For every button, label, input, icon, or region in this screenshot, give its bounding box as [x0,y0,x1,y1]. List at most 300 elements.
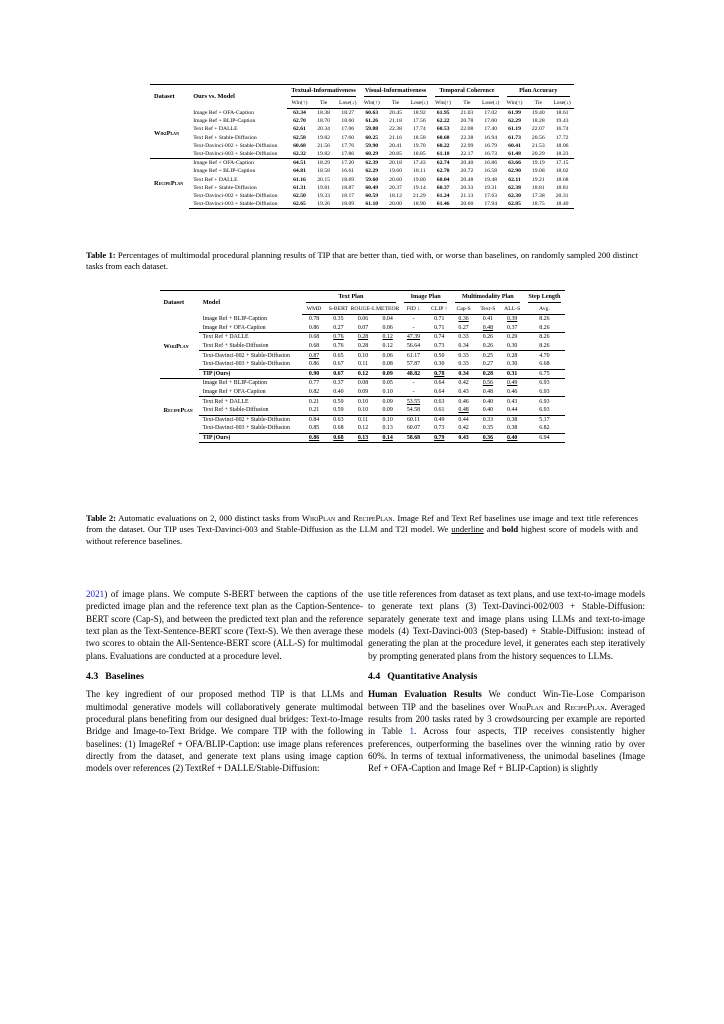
table-2-cell: 0.33 [451,333,475,342]
table-2-cell: 0.29 [500,333,524,342]
table-2-cell: 6.93 [539,407,550,414]
table-2-cell: 0.50 [427,351,451,360]
table-2-cell: 0.86 [308,361,320,368]
table-row [160,397,565,406]
table-1-cell: 61.73 [508,134,521,141]
table-row [150,117,574,125]
table-2-cell: 8.26 [524,333,564,342]
table-1-cell: 20.34 [317,126,330,133]
table-2-cell: 0.12 [382,343,393,350]
table-2-subheader-1: S-BERT [326,304,350,315]
table-1-cell: 62.58 [293,134,306,141]
table-2-cell: 0.09 [376,397,400,406]
table-2-cell: 0.87 [302,351,326,360]
table-2-model-label: Image Ref + BLIP-Caption [199,379,302,388]
table-2-caption-dataset-2: RecipePlan [353,513,393,523]
table-2-cell: 53.55 [400,397,427,406]
table-2-cell: 6.68 [539,361,550,368]
table-2-cell: 0.09 [357,389,369,396]
table-1-cell: 60.59 [365,192,379,199]
table-1-cell: 16.94 [484,134,498,141]
table-1-cell: 20.56 [531,134,545,141]
table-2-model-label: Text-Davinci-003 + Stable-Diffusion [202,425,290,432]
table-1-cell: 22.17 [460,151,474,158]
table-2-cell: 0.28 [500,351,524,360]
table-row [160,433,565,443]
table-2-caption-underline-word: underline [451,524,484,535]
spacer [368,662,645,671]
table-2-header-group-0: Text Plan [302,291,400,305]
table-1-cell: 18.28 [531,118,545,125]
table-2-cell: 0.06 [357,316,369,323]
table-2-cell: 0.27 [482,361,494,368]
table-1-subheader-2-2: Lose(↓) [479,98,503,109]
table-1-cell: 18.81 [531,184,545,191]
table-2-cell: 0.08 [351,379,376,388]
table-1-cell: 60.53 [436,126,450,133]
table-1-cell: 59.88 [365,126,379,133]
table-2-caption-part5: highest score of models with and without reference baselines. [86,524,638,546]
table-2-cell: 6.93 [524,397,564,406]
table-2-subheader-9: Avg. [524,304,564,315]
table-2-cell: 0.71 [434,324,445,331]
table-1-subheader-0-1: Tie [312,98,336,109]
table-row [160,388,565,397]
left-paragraph-1 [86,588,363,662]
table-1-subheader-0-0: Win(↑) [287,98,311,109]
table-2-cell: 0.05 [376,379,400,388]
table-1-subheader-1-0: Win(↑) [360,98,384,109]
table-1-cell: 63.66 [503,159,527,168]
table-2-cell: 0.84 [302,415,326,424]
section-heading-4-4 [368,671,645,683]
table-row [150,125,574,133]
table-1-cell: 17.02 [484,110,498,117]
table-1-header-dataset: Dataset [150,85,189,109]
table-1-cell: 18.90 [407,200,431,209]
table-row [150,200,574,209]
table-1-cell: 22.38 [389,126,402,133]
table-row [160,415,565,424]
table-1-cell: 17.76 [341,142,355,149]
table-1-cell: 19.60 [389,168,402,175]
table-1-cell: 22.08 [460,126,474,133]
table-2-cell: 60.11 [400,415,427,424]
table-1-cell: 60.41 [508,142,521,149]
table-1-cell: 19.70 [412,142,426,149]
table-1-cell: 20.85 [389,151,402,158]
table-1-cell: 61.48 [508,151,521,158]
right-paragraph-2-c: . Averaged results from 200 tasks rated by 3 crowdsourcing per example are reported in Table [368,701,645,737]
table-1-cell: 62.70 [436,168,450,175]
table-2-cell: 0.09 [382,407,393,414]
table-1-cell: 62.70 [293,118,306,125]
table-1-cell: 62.61 [293,126,306,133]
table-1-cell: 20.15 [317,176,330,183]
table-2-cell: 8.26 [539,324,550,331]
table-2-cell: 0.68 [302,333,326,342]
table-1-cell: 60.68 [436,134,450,141]
table-2-cell: 0.63 [427,397,451,406]
table-1-cell: 18.40 [550,200,574,209]
table-2-cell: 0.14 [376,433,400,443]
section-heading-4-3 [86,671,363,683]
table-2-cell: 0.10 [376,415,400,424]
table-row [150,176,574,184]
table-2-header-group-3: Step Length [524,291,564,305]
table-2-cell: 0.27 [458,324,469,331]
table-1-cell: 61.19 [508,126,521,133]
table-1-caption-text: Percentages of multimodal procedural planning results of TIP that are better than, tied with, or worse than baselines, on randomly sampled 200 distinct tasks from each dataset. [86,250,639,272]
table-1-cell: 17.72 [555,134,569,141]
table-1-cell: 19.82 [317,151,330,158]
table-1-cell: 20.18 [384,159,408,168]
table-1-cell: 20.60 [389,176,402,183]
table-1-cell: 19.21 [531,176,545,183]
left-paragraph-2: The key ingredient of our proposed method TIP is that LLMs and multimodal generative models will collaboratively generate multimodal procedural plans benefiting from our designed dual bridges: Text-to-Image Bridge and Image-to-Text Bridge. We compare TIP with the following baselines: (1) ImageRef + OFA/BLIP-Caption: use image plans references directly from the dataset, and generate text plans using image caption models over references (2) TextRef + DALLE/Stable-Diffusion: [86,689,363,774]
table-1-dataset-label: RecipePlan [150,159,189,209]
table-1-cell: 17.43 [407,159,431,168]
table-row [160,342,565,351]
table-1-cell: 62.11 [508,176,521,183]
table-2-header-row-groups [160,291,565,305]
table-row [150,159,574,168]
table-2-head [160,291,565,315]
table-1-cell: 61.24 [436,192,450,199]
section-title-4-4: Quantitative Analysis [387,671,478,683]
table-2-cell: 0.77 [302,379,326,388]
table-1-model-label: Text Ref + DALLE [193,126,238,133]
table-1-header-group-1: Visual-Informativeness [360,85,431,99]
table-1-cell: 18.68 [555,176,569,183]
table-2-cell: 0.48 [482,324,494,331]
table-2-cell: 0.40 [482,407,494,414]
table-2-cell: 0.38 [500,415,524,424]
table-2-cell: 0.33 [458,361,469,368]
table-row [160,360,565,369]
table-2-cell: 0.13 [351,433,376,443]
table-2-cell: 0.56 [476,379,500,388]
table-2-model-label: Text-Davinci-002 + Stable-Diffusion [199,351,302,360]
table-2-subheader-0: WMD [302,304,326,315]
table-reference-link-1[interactable]: 1 [409,726,414,737]
table-1-cell: 19.08 [531,168,545,175]
table-1-cell: 18.70 [317,118,330,125]
table-2-cell: 0.36 [458,316,469,323]
table-1-cell: 60.63 [365,110,379,117]
table-1-cell: 17.38 [531,192,545,199]
table-2-caption [86,513,638,547]
table-1-cell: 18.81 [555,184,569,191]
table-2-cell: 57.87 [406,361,421,368]
table-1-subheader-1-2: Lose(↓) [407,98,431,109]
table-2-cell: 0.59 [326,397,350,406]
body-column-left [86,588,363,775]
table-1-cell: 60.04 [436,176,450,183]
table-2-cell: 58.68 [400,433,427,443]
table-1-cell: 20.48 [460,176,474,183]
table-row [150,184,574,192]
table-1-cell: 21.29 [412,192,426,199]
table-2-container [0,290,724,443]
table-1-cell: 20.33 [460,184,474,191]
table-1-cell: 18.17 [341,192,355,199]
table-2-cell: 0.09 [376,369,400,379]
table-1-cell: 62.29 [365,168,379,175]
table-1-container [0,84,724,209]
table-2-cell: 0.85 [308,425,320,432]
table-2-cell: 60.07 [406,425,421,432]
table-1-cell: 17.74 [412,126,426,133]
table-1-cell: 18.12 [389,192,402,199]
table-2-cell: 0.08 [382,361,393,368]
table-1-cell: 61.10 [360,200,384,209]
table-1-model-label: Text Ref + Stable-Diffusion [193,184,257,191]
table-1-cell: 18.58 [317,168,330,175]
table-2-cell: 0.13 [382,425,393,432]
table-2-subheader-6: Cap-S [451,304,475,315]
table-2-cell: 0.12 [351,369,376,379]
table-2-model-label: Image Ref + OFA-Caption [202,324,266,331]
table-1-cell: 17.00 [484,118,498,125]
table-1-cell: 19.43 [555,118,569,125]
table-1-body [150,109,574,209]
table-2-cell: 0.48 [458,407,469,414]
left-paragraph-1-text: ) of image plans. We compute S-BERT between the captions of the predicted image plan and the reference text plan as the Caption-Sentence-BERT score (Cap-S), and between the predicted text plan and the reference text plan as the Text-Sentence-BERT score (Text-S). We then average these two scores to obtain the All-Sentence-BERT score (ALL-S) for multimodal plans. Evaluations are conducted at a procedure level. [86,589,363,661]
table-1-subheader-2-1: Tie [455,98,479,109]
table-2-cell: 0.04 [382,316,393,323]
table-2-caption-part4: and [483,524,502,535]
table-1-cell: 16.73 [484,151,498,158]
table-2-cell: 0.42 [458,425,469,432]
table-2-cell: 0.40 [476,397,500,406]
table-1-cell: 62.74 [431,159,455,168]
table-1-subheader-3-0: Win(↑) [503,98,527,109]
table-1-cell: 59.60 [365,176,379,183]
section-title-4-3: Baselines [105,671,144,683]
table-1-cell: 62.50 [293,192,306,199]
table-2-cell: 6.75 [524,369,564,379]
table-1-cell: 21.53 [531,142,545,149]
table-1-cell: 18.87 [341,184,355,191]
table-row [160,379,565,388]
table-2-cell: 0.35 [482,425,494,432]
table-2-cell: 0.07 [357,324,369,331]
table-2-cell: 0.46 [451,397,475,406]
table-2-model-label: TIP (Ours) [199,369,302,379]
table-2-cell: 0.73 [434,425,445,432]
table-1-cell: 60.37 [436,184,450,191]
table-1-cell: 19.80 [412,176,426,183]
table-1-cell: 16.86 [479,159,503,168]
table-2-cell: 0.71 [434,316,445,323]
table-2-cell: 0.49 [500,379,524,388]
table-2-cell: 0.31 [500,369,524,379]
table-2-subheader-8: ALL-S [500,304,524,315]
table-2-cell: 0.06 [376,351,400,360]
table-2-dataset-label: WikiPlan [163,342,189,350]
table-1-cell: 61.10 [436,151,450,158]
table-2-cell: 0.10 [382,389,393,396]
table-2-cell: 48.82 [400,369,427,379]
table-1-cell: 18.27 [341,110,355,117]
table-1-cell: 60.25 [365,134,379,141]
table-1-cell: 17.40 [484,126,498,133]
table-2-cell: 0.74 [427,333,451,342]
table-2-cell: 0.59 [333,407,344,414]
table-2-cell: 0.26 [476,333,500,342]
table-2-header-group-2: Multimodality Plan [451,291,524,305]
table-1-cell: 18.60 [341,118,355,125]
table-2-subheader-2: ROUGE-L [351,304,376,315]
table-2-cell: 0.61 [434,407,445,414]
table-2-cell: 0.38 [507,425,518,432]
table-2-cell: 0.11 [357,361,369,368]
table-2-cell: 0.12 [357,425,369,432]
table-2-cell: 0.33 [451,351,475,360]
table-2-cell: 0.76 [326,333,350,342]
table-2-cell: 0.79 [427,433,451,443]
table-2-cell: 8.26 [539,316,550,323]
table-2-model-label: Text Ref + DALLE [199,397,302,406]
table-2-cell: 0.43 [451,433,475,443]
table-2-cell: 0.67 [333,361,344,368]
table-1-cell: 18.02 [555,168,569,175]
body-column-right [368,588,645,775]
table-1-cell: 62.38 [508,184,521,191]
table-1-cell: 20.41 [389,142,402,149]
table-2-model-label: Text Ref + Stable-Diffusion [202,343,269,350]
table-2-cell: 8.26 [539,343,550,350]
table-1-cell: 64.81 [293,168,306,175]
table-1-cell: 17.15 [550,159,574,168]
table-1-cell: 62.90 [508,168,521,175]
table-1-cell: 22.38 [460,134,474,141]
table-2-cell: 0.48 [482,389,494,396]
table-2-cell: 0.11 [351,415,376,424]
table-1-cell: 21.03 [460,110,474,117]
table-2-cell: 0.10 [357,407,369,414]
table-row [160,369,565,379]
table-2-subheader-3: METEOR [376,304,400,315]
table-1-model-label: Text-Davinci-002 + Stable-Diffusion [193,192,278,199]
table-1-cell: 61.16 [293,176,306,183]
table-2-header-group-1: Image Plan [400,291,452,305]
table-1-cell: 21.56 [317,142,330,149]
table-1-header-group-0: Textual-Informativeness [287,85,359,99]
table-2-cell: 0.40 [333,389,344,396]
table-2-model-label: TIP (Ours) [199,433,302,443]
table-1-head [150,85,574,109]
table-2-cell: 0.33 [476,415,500,424]
table-2-cell: 0.73 [434,343,445,350]
table-1-cell: 20.72 [460,168,474,175]
table-1-cell: 17.63 [484,192,498,199]
table-1-cell: 16.79 [484,142,498,149]
table-2-cell: 6.94 [524,433,564,443]
table-1-model-label: Text Ref + Stable-Diffusion [193,134,257,141]
table-1-cell: 20.60 [455,200,479,209]
table-1-cell: 61.95 [436,110,450,117]
table-1-cell: 18.92 [412,110,426,117]
table-1-cell: 19.19 [526,159,550,168]
right-paragraph-2 [368,688,645,774]
table-2-cell: 0.68 [326,433,350,443]
table-1-cell: 19.31 [484,184,498,191]
table-2-model-label: Text Ref + DALLE [199,333,302,342]
table-1-cell: 18.58 [412,134,426,141]
table-2-cell: 0.42 [451,379,475,388]
table-1-header-group-3: Plan Accuracy [503,85,574,99]
table-1-header-model: Ours vs. Model [189,85,287,109]
table-2-cell: - [412,324,415,331]
table-1-cell: 62.39 [360,159,384,168]
table-2-cell: 0.30 [434,361,445,368]
table-2-model-label: Text-Davinci-002 + Stable-Diffusion [199,415,302,424]
runin-heading-human-evaluation: Human Evaluation Results [368,689,482,700]
right-paragraph-2-d: . Across four aspects, TIP receives consistently higher preferences, outperforming the baselines over the winning ratio by over 60%. In terms of textual informativeness, the unimodal baselines (Image Ref + OFA-Caption and Image Ref + BLIP-Caption) is slightly [368,726,645,774]
table-1-cell: 18.09 [336,200,360,209]
table-1-cell: 18.85 [412,151,426,158]
table-1-cell: 19.40 [531,110,545,117]
table-1-cell: 18.75 [526,200,550,209]
table-1-cell: 20.37 [389,184,402,191]
table-2-cell: 0.40 [500,433,524,443]
table-1-cell: 60.29 [365,151,379,158]
table-1-cell: 61.31 [293,184,306,191]
table-1-model-label: Image Ref + BLIP-Caption [193,118,256,125]
table-1-caption-label: Table 1: [86,250,116,260]
table-1-cell: 22.99 [460,142,474,149]
table-1-cell: 17.94 [479,200,503,209]
table-1-cell: 62.65 [287,200,311,209]
table-1-cell: 18.38 [317,110,330,117]
table-1-cell: 61.99 [508,110,521,117]
table-1-header-row-groups [150,85,574,99]
table-row [150,109,574,118]
table-1-cell: 18.11 [413,168,426,175]
table-2-cell: 5.17 [524,415,564,424]
table-1-subheader-2-0: Win(↑) [431,98,455,109]
table-1-cell: 62.32 [293,151,306,158]
table-1-cell: 20.45 [389,110,402,117]
table-1-cell: 63.34 [293,110,306,117]
table-2-cell: 54.58 [406,407,421,414]
table-2-cell: 0.90 [302,369,326,379]
table-2-cell: 0.43 [500,397,524,406]
citation-link-2021[interactable]: 2021 [86,589,105,599]
table-2-cell: 0.10 [351,397,376,406]
table-2-cell: 0.26 [482,343,494,350]
table-2-cell: - [412,316,415,323]
table-1-model-label: Text-Davinci-003 + Stable-Diffusion [193,151,278,158]
table-1-cell: 64.51 [287,159,311,168]
table-2-cell: 61.17 [400,351,427,360]
table-2-cell: 6.93 [539,389,550,396]
table-2-cell: 0.34 [451,369,475,379]
table-2-cell: 0.78 [308,316,320,323]
table-1-cell: 62.30 [508,192,521,199]
table-row [150,167,574,175]
section-number-4-4: 4.4 [368,671,381,683]
table-2-cell: 0.37 [507,324,518,331]
table-1-cell: 18.61 [555,110,569,117]
table-2-cell: 0.12 [376,333,400,342]
table-2-cell: 0.21 [302,397,326,406]
table-2-cell: 6.82 [539,425,550,432]
table-1-cell: 16.74 [555,126,569,133]
table-2-model-label: Text-Davinci-003 + Stable-Diffusion [202,361,290,368]
